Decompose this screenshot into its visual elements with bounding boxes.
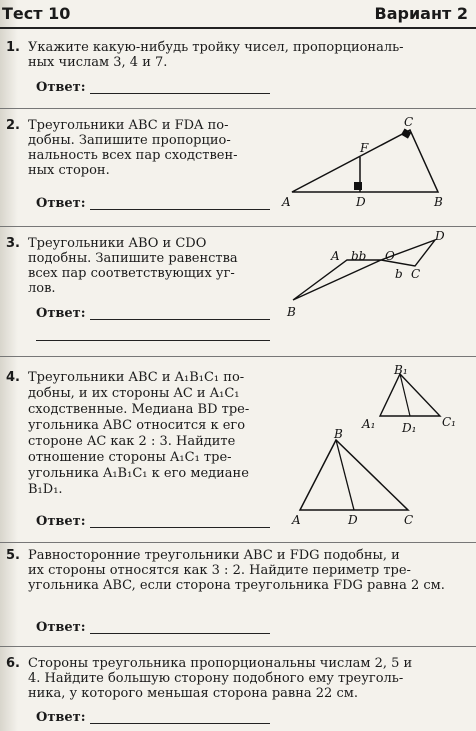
task-4-text-line-2: добны, и их стороны AC и A₁C₁ — [28, 386, 240, 401]
task-6-text-line-3: ника, у которого меньшая сторона равна 22 см. — [28, 686, 358, 701]
header-divider — [0, 27, 476, 29]
task-4-text-line-7: угольника A₁B₁C₁ к его медиане — [28, 466, 249, 481]
task-1-answer-line[interactable] — [90, 93, 270, 94]
task-3-label-a: A — [331, 249, 340, 263]
triangle-a1b1c1-figure — [360, 362, 470, 442]
task-4-answer-line[interactable] — [90, 527, 270, 528]
task-5-text-line-2: их стороны относятся как 3 : 2. Найдите периметр тре- — [28, 563, 411, 578]
task-6-answer-label: Ответ: — [36, 710, 86, 725]
task-3-answer-line-1[interactable] — [90, 319, 270, 320]
task-3-text-line-2: подобны. Запишите равенства — [28, 251, 238, 266]
scan-edge — [0, 0, 18, 731]
task-2 — [6, 118, 266, 188]
divider-3 — [0, 356, 476, 357]
task-4-text-line-5: стороне AC как 2 : 3. Найдите — [28, 434, 236, 449]
task-4-text-line-6: отношение стороны A₁C₁ тре- — [28, 450, 232, 465]
task-3-label-o: O — [385, 249, 395, 263]
task-2-text-line-3: нальность всех пар сходствен- — [28, 148, 238, 163]
task-5-number: 5. — [6, 548, 20, 563]
task-4-label-a1: A₁ — [362, 417, 376, 431]
task-5-text-line-1: Равносторонние треугольники ABC и FDG подобны, и — [28, 548, 400, 563]
divider-4 — [0, 542, 476, 543]
triangle-abc-fda-figure — [280, 112, 460, 212]
task-3-answer-label: Ответ: — [36, 306, 86, 321]
task-2-text-line-2: добны. Запишите пропорцио- — [28, 133, 231, 148]
divider-2 — [0, 226, 476, 227]
task-3-label-d: D — [435, 229, 445, 243]
task-5-text-line-3: угольника ABC, если сторона треугольника FDG равна 2 см. — [28, 578, 445, 593]
task-2-label-a: A — [282, 195, 291, 209]
task-3 — [6, 236, 266, 306]
task-2-label-f: F — [360, 141, 369, 155]
task-6-number: 6. — [6, 656, 20, 671]
task-4-text-line-4: угольника ABC относится к его — [28, 418, 246, 433]
task-3-answer-line-2[interactable] — [36, 340, 270, 341]
task-1-number: 1. — [6, 40, 20, 55]
task-3-label-marks-2: b — [395, 267, 403, 281]
task-2-label-d: D — [356, 195, 366, 209]
task-4-number: 4. — [6, 370, 20, 385]
task-3-label-marks-1: bb — [351, 249, 367, 263]
task-2-answer-label: Ответ: — [36, 196, 86, 211]
task-1-text-line-1: Укажите какую-нибудь тройку чисел, пропорциональ- — [28, 40, 404, 55]
task-4-text-line-3: сходственные. Медиана BD тре- — [28, 402, 250, 417]
task-4-label-c1: C₁ — [442, 415, 456, 429]
task-4-answer-label: Ответ: — [36, 514, 86, 529]
task-5-answer-line[interactable] — [90, 633, 270, 634]
task-4-text-line-8: B₁D₁. — [28, 482, 63, 497]
divider-1 — [0, 108, 476, 109]
task-4-label-d: D — [348, 513, 358, 527]
task-6 — [6, 656, 468, 706]
task-3-text-line-4: лов. — [28, 281, 56, 296]
task-2-text-line-4: ных сторон. — [28, 163, 110, 178]
task-5 — [6, 548, 468, 614]
task-4-label-c: C — [404, 513, 414, 527]
task-4-label-a: A — [292, 513, 301, 527]
task-4-label-b: B — [334, 427, 343, 441]
task-2-label-b: B — [434, 195, 443, 209]
task-1-answer-label: Ответ: — [36, 80, 86, 95]
task-2-label-c: C — [404, 115, 414, 129]
task-2-number: 2. — [6, 118, 20, 133]
task-2-text-line-1: Треугольники ABC и FDA по- — [28, 118, 229, 133]
task-3-text-line-3: всех пар соответствующих уг- — [28, 266, 235, 281]
task-5-answer-label: Ответ: — [36, 620, 86, 635]
task-3-label-b: B — [287, 305, 296, 319]
variant-label: Вариант 2 — [374, 4, 468, 23]
task-3-number: 3. — [6, 236, 20, 251]
task-4-text-line-1: Треугольники ABC и A₁B₁C₁ по- — [28, 370, 245, 385]
task-6-text-line-1: Стороны треугольника пропорциональны числам 2, 5 и — [28, 656, 413, 671]
task-4-label-d1: D₁ — [402, 421, 417, 435]
task-6-answer-line[interactable] — [90, 723, 270, 724]
task-4 — [6, 370, 276, 510]
task-1-text-line-2: ных числам 3, 4 и 7. — [28, 55, 168, 70]
task-4-label-b1: B₁ — [394, 363, 408, 377]
triangles-abo-cdo-figure — [285, 230, 455, 320]
task-3-label-c: C — [411, 267, 421, 281]
task-3-text-line-1: Треугольники ABO и CDO — [28, 236, 207, 251]
task-2-answer-line[interactable] — [90, 209, 270, 210]
test-title: Тест 10 — [2, 4, 71, 23]
task-6-text-line-2: 4. Найдите большую сторону подобного ему треуголь- — [28, 671, 404, 686]
divider-5 — [0, 646, 476, 647]
